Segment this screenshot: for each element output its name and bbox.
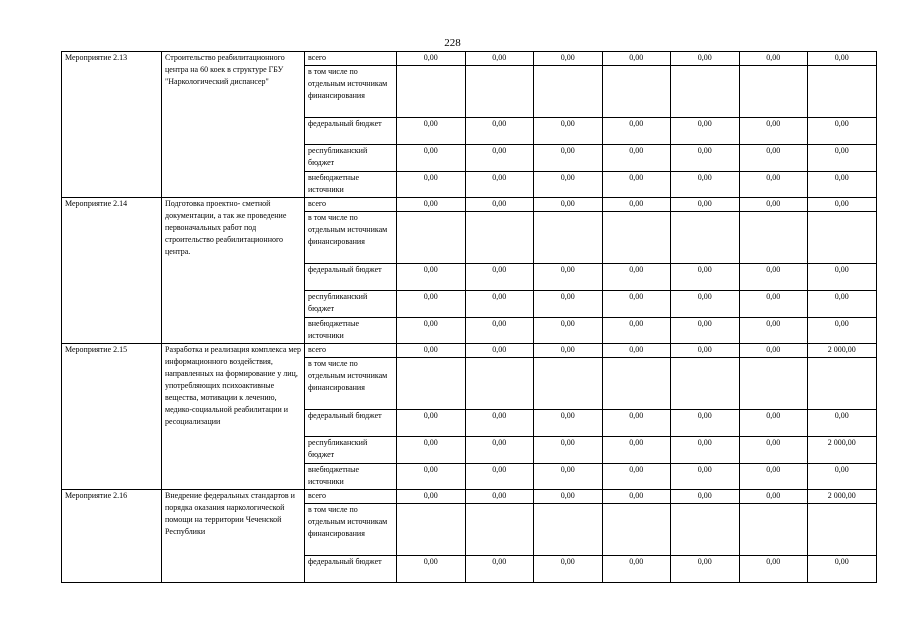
amount-cell: [465, 504, 534, 556]
amount-cell: 0,00: [602, 437, 671, 464]
amount-cell: 0,00: [602, 52, 671, 66]
amount-cell: 0,00: [397, 52, 466, 66]
amount-cell: 0,00: [602, 198, 671, 212]
amount-cell: 0,00: [397, 198, 466, 212]
table-row: [62, 344, 877, 358]
funding-source-cell: в том числе по отдельным источникам финансирования: [305, 358, 397, 410]
amount-cell: 0,00: [465, 344, 534, 358]
amount-cell: 0,00: [397, 344, 466, 358]
funding-source-cell: всего: [305, 198, 397, 212]
amount-cell: 0,00: [534, 556, 603, 583]
funding-source-cell: федеральный бюджет: [305, 118, 397, 145]
amount-cell: 0,00: [739, 344, 808, 358]
amount-cell: 0,00: [397, 291, 466, 318]
activity-name-cell: Разработка и реализация комплекса мер информационного воздействия, направленных на формирование у лиц, употребляющих психоактивные вещества, мотивации к лечению, медико-социальной реабилитации и ресоциализации: [162, 344, 305, 490]
amount-cell: 0,00: [671, 52, 740, 66]
amount-cell: 0,00: [671, 118, 740, 145]
amount-cell: 0,00: [671, 145, 740, 172]
amount-cell: 0,00: [602, 172, 671, 198]
amount-cell: [671, 504, 740, 556]
amount-cell: [808, 504, 877, 556]
amount-cell: [671, 212, 740, 264]
amount-cell: [465, 358, 534, 410]
amount-cell: 0,00: [465, 172, 534, 198]
amount-cell: 0,00: [671, 264, 740, 291]
amount-cell: 0,00: [671, 437, 740, 464]
amount-cell: [602, 66, 671, 118]
amount-cell: [397, 358, 466, 410]
amount-cell: 0,00: [808, 172, 877, 198]
amount-cell: 0,00: [808, 464, 877, 490]
amount-cell: 0,00: [739, 464, 808, 490]
amount-cell: 0,00: [534, 437, 603, 464]
amount-cell: 0,00: [534, 410, 603, 437]
amount-cell: 0,00: [671, 198, 740, 212]
amount-cell: 0,00: [397, 410, 466, 437]
table-row: [62, 490, 877, 504]
amount-cell: 2 000,00: [808, 344, 877, 358]
amount-cell: [739, 504, 808, 556]
amount-cell: 2 000,00: [808, 437, 877, 464]
amount-cell: 0,00: [671, 490, 740, 504]
amount-cell: 0,00: [602, 145, 671, 172]
amount-cell: 0,00: [397, 145, 466, 172]
amount-cell: 0,00: [534, 52, 603, 66]
amount-cell: 0,00: [534, 118, 603, 145]
activity-name-cell: Строительство реабилитационного центра на 60 коек в структуре ГБУ "Наркологический диспансер": [162, 52, 305, 198]
amount-cell: 0,00: [739, 437, 808, 464]
amount-cell: 0,00: [465, 318, 534, 344]
amount-cell: 0,00: [671, 172, 740, 198]
amount-cell: 0,00: [602, 344, 671, 358]
amount-cell: 0,00: [534, 344, 603, 358]
amount-cell: 0,00: [602, 118, 671, 145]
activity-cell: Мероприятие 2.16: [62, 490, 162, 583]
amount-cell: 0,00: [397, 437, 466, 464]
amount-cell: 0,00: [465, 437, 534, 464]
amount-cell: 0,00: [739, 490, 808, 504]
amount-cell: 0,00: [397, 318, 466, 344]
amount-cell: 0,00: [739, 52, 808, 66]
amount-cell: [397, 66, 466, 118]
amount-cell: 0,00: [397, 172, 466, 198]
funding-source-cell: внебюджетные источники: [305, 464, 397, 490]
amount-cell: 0,00: [739, 291, 808, 318]
funding-source-cell: федеральный бюджет: [305, 264, 397, 291]
activity-name-cell: Подготовка проектно- сметной документации, а так же проведение первоначальных работ под строительство реабилитационного центра.: [162, 198, 305, 344]
activity-cell: Мероприятие 2.14: [62, 198, 162, 344]
amount-cell: 0,00: [671, 344, 740, 358]
amount-cell: 0,00: [465, 264, 534, 291]
amount-cell: 0,00: [739, 556, 808, 583]
amount-cell: 0,00: [465, 145, 534, 172]
amount-cell: 0,00: [534, 318, 603, 344]
amount-cell: [602, 504, 671, 556]
amount-cell: 0,00: [465, 464, 534, 490]
budget-table: [61, 51, 877, 583]
amount-cell: 0,00: [808, 198, 877, 212]
amount-cell: 0,00: [671, 464, 740, 490]
amount-cell: 0,00: [602, 264, 671, 291]
amount-cell: 0,00: [397, 556, 466, 583]
amount-cell: 0,00: [808, 118, 877, 145]
amount-cell: 0,00: [739, 145, 808, 172]
funding-source-cell: республиканский бюджет: [305, 437, 397, 464]
amount-cell: 0,00: [739, 318, 808, 344]
amount-cell: 0,00: [671, 318, 740, 344]
amount-cell: [808, 66, 877, 118]
amount-cell: 0,00: [465, 52, 534, 66]
amount-cell: 0,00: [602, 318, 671, 344]
amount-cell: [534, 358, 603, 410]
amount-cell: 0,00: [671, 556, 740, 583]
funding-source-cell: в том числе по отдельным источникам финансирования: [305, 504, 397, 556]
amount-cell: [739, 66, 808, 118]
amount-cell: 0,00: [397, 118, 466, 145]
amount-cell: 0,00: [534, 291, 603, 318]
amount-cell: 0,00: [534, 145, 603, 172]
amount-cell: 0,00: [397, 264, 466, 291]
amount-cell: 0,00: [808, 145, 877, 172]
amount-cell: 0,00: [397, 490, 466, 504]
amount-cell: 0,00: [534, 172, 603, 198]
amount-cell: 0,00: [808, 291, 877, 318]
funding-source-cell: внебюджетные источники: [305, 318, 397, 344]
activity-cell: Мероприятие 2.15: [62, 344, 162, 490]
amount-cell: 0,00: [602, 556, 671, 583]
amount-cell: 0,00: [465, 490, 534, 504]
amount-cell: 0,00: [671, 410, 740, 437]
amount-cell: [808, 358, 877, 410]
funding-source-cell: республиканский бюджет: [305, 291, 397, 318]
amount-cell: 0,00: [602, 490, 671, 504]
amount-cell: 0,00: [808, 556, 877, 583]
amount-cell: 0,00: [739, 198, 808, 212]
amount-cell: 0,00: [534, 464, 603, 490]
amount-cell: [397, 504, 466, 556]
amount-cell: 2 000,00: [808, 490, 877, 504]
amount-cell: 0,00: [602, 291, 671, 318]
amount-cell: [397, 212, 466, 264]
amount-cell: 0,00: [808, 410, 877, 437]
budget-table-body: [62, 52, 877, 583]
amount-cell: 0,00: [739, 118, 808, 145]
amount-cell: [739, 212, 808, 264]
amount-cell: 0,00: [808, 52, 877, 66]
amount-cell: 0,00: [465, 198, 534, 212]
activity-cell: Мероприятие 2.13: [62, 52, 162, 198]
amount-cell: 0,00: [534, 264, 603, 291]
amount-cell: 0,00: [465, 118, 534, 145]
amount-cell: 0,00: [465, 556, 534, 583]
funding-source-cell: республиканский бюджет: [305, 145, 397, 172]
amount-cell: [534, 66, 603, 118]
amount-cell: [671, 358, 740, 410]
funding-source-cell: всего: [305, 344, 397, 358]
amount-cell: 0,00: [739, 264, 808, 291]
funding-source-cell: всего: [305, 52, 397, 66]
amount-cell: 0,00: [534, 490, 603, 504]
amount-cell: 0,00: [534, 198, 603, 212]
amount-cell: 0,00: [808, 318, 877, 344]
amount-cell: [465, 212, 534, 264]
funding-source-cell: внебюджетные источники: [305, 172, 397, 198]
amount-cell: [465, 66, 534, 118]
funding-source-cell: в том числе по отдельным источникам финансирования: [305, 66, 397, 118]
amount-cell: [671, 66, 740, 118]
amount-cell: 0,00: [602, 464, 671, 490]
amount-cell: 0,00: [602, 410, 671, 437]
amount-cell: [739, 358, 808, 410]
amount-cell: [602, 212, 671, 264]
table-row: [62, 52, 877, 66]
funding-source-cell: федеральный бюджет: [305, 556, 397, 583]
activity-name-cell: Внедрение федеральных стандартов и порядка оказания наркологической помощи на территории Чеченской Республики: [162, 490, 305, 583]
amount-cell: 0,00: [397, 464, 466, 490]
table-row: [62, 198, 877, 212]
page-number: 228: [444, 37, 461, 49]
amount-cell: 0,00: [465, 410, 534, 437]
amount-cell: [534, 504, 603, 556]
amount-cell: 0,00: [671, 291, 740, 318]
funding-source-cell: в том числе по отдельным источникам финансирования: [305, 212, 397, 264]
amount-cell: 0,00: [739, 172, 808, 198]
amount-cell: [534, 212, 603, 264]
funding-source-cell: федеральный бюджет: [305, 410, 397, 437]
amount-cell: 0,00: [465, 291, 534, 318]
amount-cell: [808, 212, 877, 264]
amount-cell: 0,00: [808, 264, 877, 291]
amount-cell: 0,00: [739, 410, 808, 437]
amount-cell: [602, 358, 671, 410]
funding-source-cell: всего: [305, 490, 397, 504]
